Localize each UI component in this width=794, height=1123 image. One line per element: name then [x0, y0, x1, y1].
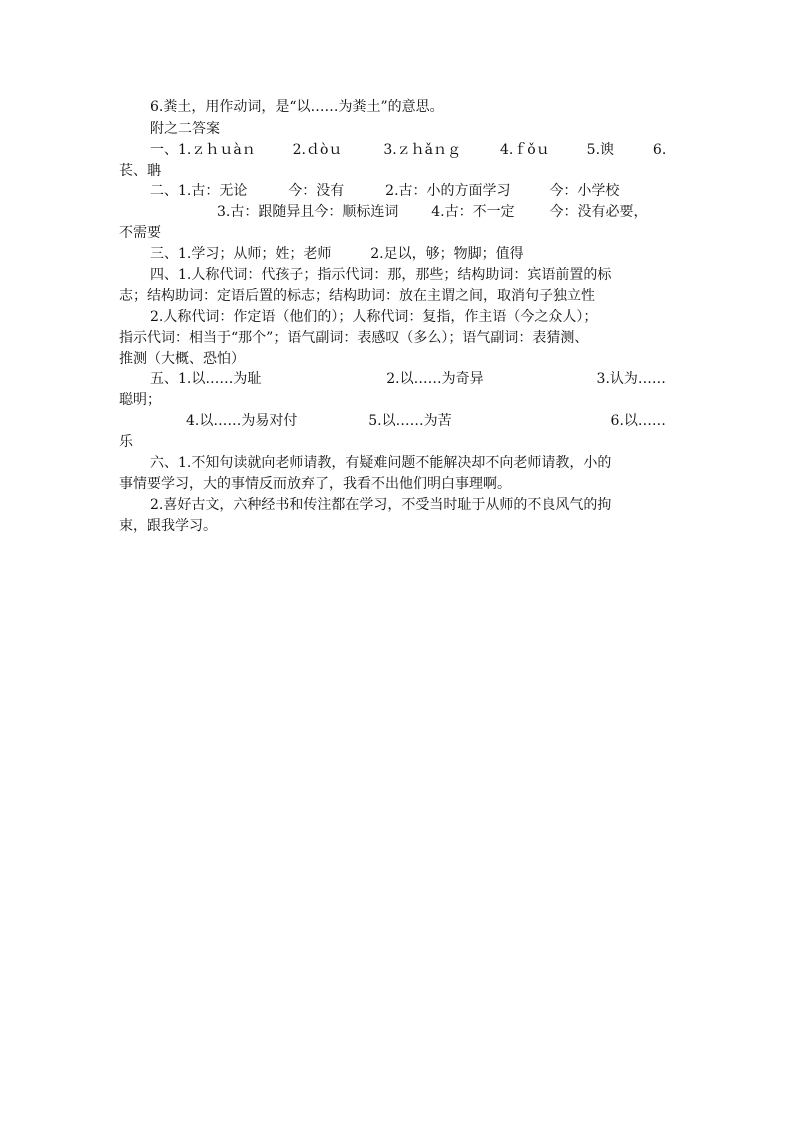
section-5-item-2: 2.以……为奇异	[386, 371, 484, 387]
section-4-line-4: 指示代词：相当于“那个”；语气副词：表感叹（多么）；语气副词：表猜测、	[119, 330, 589, 346]
section-2-line-1	[150, 182, 619, 200]
section-5-continuation-1: 聪明；	[119, 392, 161, 408]
section-6-line-1: 六、1.不知句读就向老师请教，有疑难问题不能解决却不向老师请教，小的	[150, 455, 612, 471]
section-4-line-2: 志；结构助词：定语后置的标志；结构助词：放在主谓之间，取消句子独立性	[119, 288, 595, 304]
section-1-continuation: 苌、聃	[119, 163, 161, 179]
section-6-line-2: 事情要学习，大的事情反而放弃了，我看不出他们明白事理啊。	[119, 476, 511, 492]
section-5-item-3: 3.认为……	[596, 371, 666, 387]
section-2-line-2	[217, 203, 648, 221]
section-5-item-5: 5.以……为苦	[368, 413, 452, 429]
section-1-item-4: 4.ｆǒｕ	[499, 142, 550, 158]
section-3-line	[150, 245, 524, 263]
section-2-continuation: 不需要	[119, 225, 161, 241]
section-2-item-3: 3.古：跟随异且今：顺标连词	[217, 204, 399, 220]
section-2-item-1-ancient: 二、1.古：无论	[150, 183, 248, 199]
section-4-line-1: 四、1.人称代词：代孩子；指示代词：那，那些；结构助词：宾语前置的标	[150, 267, 612, 283]
appendix-2-answers-heading: 附之二答案	[150, 121, 220, 137]
section-1-line	[150, 141, 666, 159]
section-5-continuation-2: 乐	[119, 434, 133, 450]
section-2-item-2-ancient: 2.古：小的方面学习	[385, 183, 511, 199]
section-4-line-5: 推测（大概、恐怕）	[119, 351, 245, 367]
item-6-note: 6.粪土，用作动词，是“以……为粪土”的意思。	[150, 99, 444, 115]
section-6-line-3: 2.喜好古文，六种经书和传注都在学习，不受当时耻于从师的不良风气的拘	[150, 497, 612, 513]
section-5-line-2	[186, 412, 666, 430]
section-1-item-1: 一、1.ｚｈｕàｎ	[150, 142, 256, 158]
section-5-item-1: 五、1.以……为耻	[150, 371, 262, 387]
section-1-item-5: 5.谀	[586, 142, 615, 158]
section-2-item-4-ancient: 4.古：不一定	[431, 204, 515, 220]
section-3-item-2: 2.足以，够；物脚；值得	[370, 246, 524, 262]
section-1-item-2: 2.ｄòｕ	[292, 142, 343, 158]
section-5-item-4: 4.以……为易对付	[186, 413, 298, 429]
section-5-line-1	[150, 370, 666, 388]
section-1-item-6: 6.	[652, 142, 667, 158]
section-2-item-1-modern: 今：没有	[288, 183, 345, 199]
section-2-item-4-modern: 今：没有必要，	[549, 204, 648, 220]
section-4-line-3: 2.人称代词：作定语（他们的）；人称代词：复指，作主语（今之众人）；	[150, 309, 598, 325]
section-2-item-2-modern: 今：小学校	[549, 183, 620, 199]
section-1-item-3: 3.ｚｈǎｎｇ	[383, 142, 462, 158]
section-3-item-1: 三、1.学习；从师；姓；老师	[150, 246, 332, 262]
section-6-line-4: 束，跟我学习。	[119, 518, 217, 534]
section-5-item-6: 6.以……	[610, 413, 666, 429]
